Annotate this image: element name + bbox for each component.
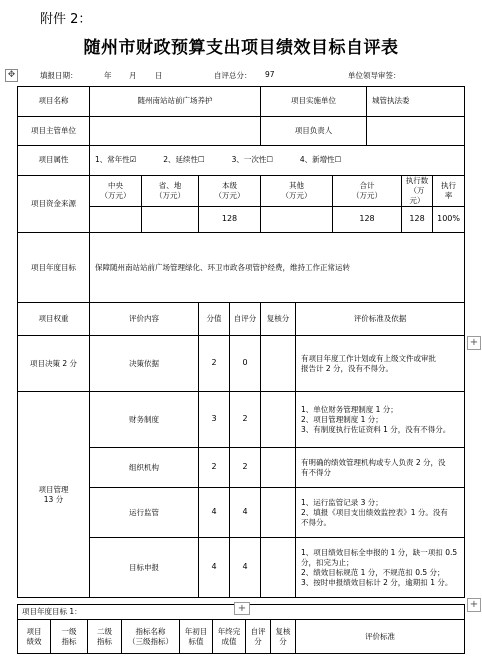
decision-item: 决策依据 xyxy=(90,336,199,392)
decision-score: 2 xyxy=(199,336,230,392)
mgmt-item-declaration: 目标申报 xyxy=(90,538,199,598)
mgmt-criteria-supervision: 1、运行监管记录 3 分； 2、填报《项目支出绩效监控表》1 分。没有 不得分。 xyxy=(296,488,465,538)
attribute-label: 项目属性 xyxy=(18,146,90,176)
annual-goal-label: 项目年度目标 xyxy=(18,233,90,303)
self-score-value: 97 xyxy=(265,70,275,79)
project-name-value[interactable]: 随州南站站前广场养护 xyxy=(90,87,261,117)
decision-self-score[interactable]: 0 xyxy=(230,336,261,392)
mgmt-review-organization[interactable] xyxy=(261,448,296,488)
fund-header-province: 省、地 （万元） xyxy=(142,176,199,207)
page2-header-level1: 一级 指标 xyxy=(51,620,88,654)
decision-review-score[interactable] xyxy=(261,336,296,392)
project-name-label: 项目名称 xyxy=(18,87,90,117)
impl-unit-label: 项目实施单位 xyxy=(261,87,367,117)
mgmt-item-supervision: 运行监管 xyxy=(90,488,199,538)
fund-value-rate[interactable]: 100% xyxy=(433,207,465,233)
impl-unit-value[interactable]: 城管执法委 xyxy=(367,87,465,117)
header-self-score: 自评分 xyxy=(230,303,261,336)
page2-header-indicator-name: 指标名称 （三级指标） xyxy=(122,620,180,654)
header-review-score: 复核分 xyxy=(261,303,296,336)
attr-option-new[interactable]: 4、新增性☐ xyxy=(299,155,342,165)
page2-header-performance: 项目 绩效 xyxy=(18,620,51,654)
evaluation-table xyxy=(17,86,465,598)
mgmt-self-organization[interactable]: 2 xyxy=(230,448,261,488)
mgmt-score-finance: 3 xyxy=(199,392,230,448)
mgmt-criteria-finance: 1、单位财务管理制度 1 分； 2、项目管理制度 1 分； 3、有制度执行佐证资料 1 分，没有不得分。 xyxy=(296,392,465,448)
annual-goal-value[interactable]: 保障随州南站站前广场管理绿化、环卫市政各项管护经费，维持工作正常运转 xyxy=(90,233,465,303)
fund-header-executed: 执行数 （万元） xyxy=(402,176,433,207)
decision-weight: 项目决策 2 分 xyxy=(18,336,90,392)
attr-option-continuing[interactable]: 2、延续性☐ xyxy=(163,155,205,165)
fund-value-other[interactable] xyxy=(261,207,333,233)
mgmt-review-declaration[interactable] xyxy=(261,538,296,598)
mgmt-score-organization: 2 xyxy=(199,448,230,488)
attr-option-one-time[interactable]: 3、一次性☐ xyxy=(231,155,274,165)
mgmt-criteria-declaration: 1、项目绩效目标全申报的 1 分，缺一项扣 0.5 分，扣完为止； 2、绩效目标规范 1 分，不规范扣 0.5 分； 3、按时申报绩效目标计 2 分，逾期扣 1 分。 xyxy=(296,538,465,598)
supervisor-value[interactable] xyxy=(90,117,261,146)
add-column-plus-icon[interactable]: + xyxy=(467,336,481,350)
mgmt-score-supervision: 4 xyxy=(199,488,230,538)
add-row-bottom-plus-icon[interactable]: + xyxy=(234,602,250,615)
day-label: 日 xyxy=(155,71,163,80)
fund-header-total: 合计 （万元） xyxy=(333,176,402,207)
fund-source-label: 项目资金来源 xyxy=(18,176,90,233)
page2-header-level2: 二级 指标 xyxy=(88,620,122,654)
mgmt-review-supervision[interactable] xyxy=(261,488,296,538)
mgmt-score-declaration: 4 xyxy=(199,538,230,598)
page2-goal-label: 项目年度目标 1： xyxy=(18,605,465,620)
year-label: 年 xyxy=(104,71,112,80)
header-score: 分值 xyxy=(199,303,230,336)
mgmt-item-organization: 组织机构 xyxy=(90,448,199,488)
attr-option-perennial[interactable]: 1、常年性☑ xyxy=(95,155,137,165)
table-move-handle-icon[interactable]: ✥ xyxy=(5,69,18,82)
supervisor-label: 项目主管单位 xyxy=(18,117,90,146)
owner-value[interactable] xyxy=(367,117,465,146)
fill-date-label: 填报日期： xyxy=(40,71,78,80)
page2-header-review: 复核 分 xyxy=(271,620,296,654)
mgmt-criteria-organization: 有明确的绩效管理机构或专人负责 2 分，没 有不得分 xyxy=(296,448,465,488)
mgmt-self-declaration[interactable]: 4 xyxy=(230,538,261,598)
month-label: 月 xyxy=(129,71,137,80)
mgmt-self-supervision[interactable]: 4 xyxy=(230,488,261,538)
decision-criteria: 有项目年度工作计划或有上级文件或审批 报告计 2 分，没有不得分。 xyxy=(296,336,465,392)
owner-label: 项目负责人 xyxy=(261,117,367,146)
header-criteria: 评价标准及依据 xyxy=(296,303,465,336)
leader-approval-label: 单位领导审签： xyxy=(348,71,401,80)
fund-value-province[interactable] xyxy=(142,207,199,233)
mgmt-self-finance[interactable]: 2 xyxy=(230,392,261,448)
management-weight: 项目管理 13 分 xyxy=(18,392,90,598)
fund-header-local: 本级 （万元） xyxy=(199,176,261,207)
page2-header-actual: 年终完 成值 xyxy=(213,620,246,654)
fund-header-central: 中央 （万元） xyxy=(90,176,142,207)
fund-value-total[interactable]: 128 xyxy=(333,207,402,233)
header-content: 评价内容 xyxy=(90,303,199,336)
page2-header-self: 自评 分 xyxy=(246,620,271,654)
fund-value-executed[interactable]: 128 xyxy=(402,207,433,233)
mgmt-review-finance[interactable] xyxy=(261,392,296,448)
attribute-options[interactable] xyxy=(90,146,465,176)
add-row-plus-icon[interactable]: + xyxy=(467,598,481,612)
fund-header-other: 其他 （万元） xyxy=(261,176,333,207)
fund-header-rate: 执行 率 xyxy=(433,176,465,207)
page2-header-criteria: 评价标准 xyxy=(296,620,465,654)
self-score-label: 自评总分： xyxy=(214,71,252,80)
page2-header-target: 年初目 标值 xyxy=(180,620,213,654)
page-title: 随州市财政预算支出项目绩效目标自评表 xyxy=(83,38,399,58)
fund-value-local[interactable]: 128 xyxy=(199,207,261,233)
annex-label: 附件 2： xyxy=(40,12,92,27)
fund-value-central[interactable] xyxy=(90,207,142,233)
header-weight: 项目权重 xyxy=(18,303,90,336)
mgmt-item-finance: 财务制度 xyxy=(90,392,199,448)
